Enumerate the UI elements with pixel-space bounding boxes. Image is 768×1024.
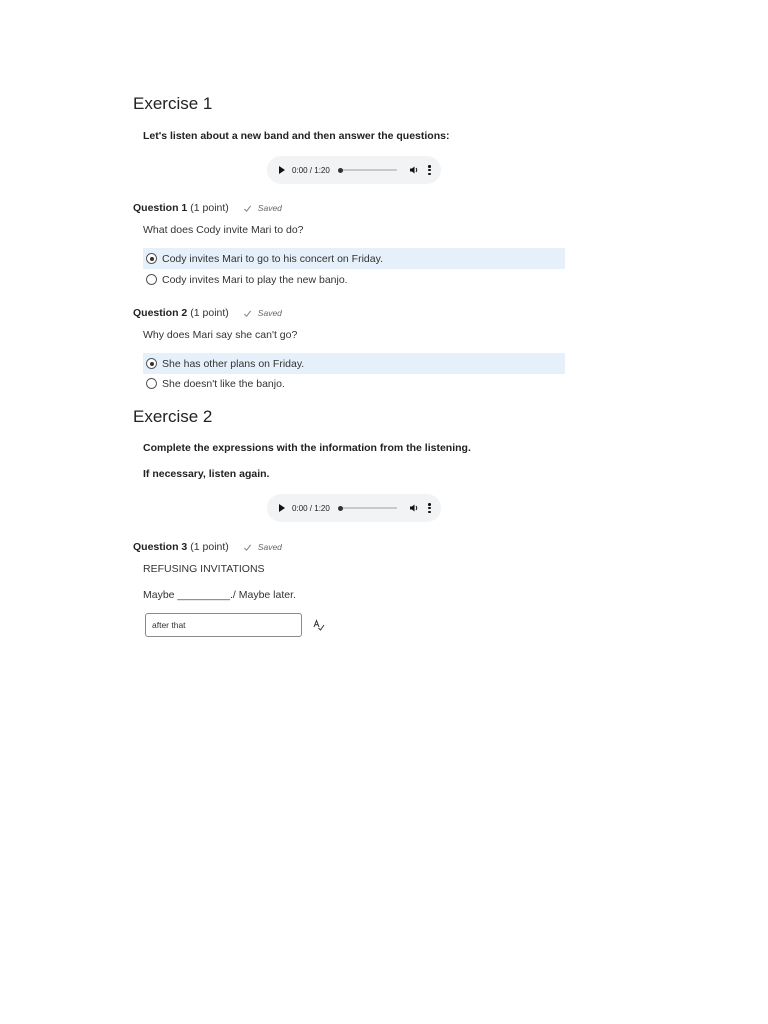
question-3-prompt: Maybe _________./ Maybe later. bbox=[143, 589, 296, 601]
saved-status: Saved bbox=[257, 203, 282, 213]
option-label: She has other plans on Friday. bbox=[162, 357, 305, 370]
question-2-header bbox=[133, 307, 282, 319]
check-icon bbox=[243, 204, 252, 213]
play-icon[interactable] bbox=[279, 504, 285, 512]
play-icon[interactable] bbox=[279, 166, 285, 174]
radio-button[interactable] bbox=[146, 378, 157, 389]
audio-player-2[interactable] bbox=[267, 494, 441, 522]
question-points: (1 point) bbox=[190, 541, 229, 553]
question-2-option-1[interactable] bbox=[143, 353, 565, 374]
option-label: Cody invites Mari to go to his concert on Friday. bbox=[162, 252, 383, 265]
progress-knob[interactable] bbox=[338, 506, 343, 511]
spellcheck-icon[interactable] bbox=[313, 619, 325, 631]
audio-progress-slider[interactable] bbox=[338, 507, 397, 509]
exercise-2-title: Exercise 2 bbox=[133, 407, 213, 426]
radio-button[interactable] bbox=[146, 274, 157, 285]
question-label: Question 3 bbox=[133, 541, 188, 553]
option-label: Cody invites Mari to play the new banjo. bbox=[162, 273, 348, 286]
question-points: (1 point) bbox=[190, 307, 229, 319]
question-points: (1 point) bbox=[190, 202, 229, 214]
exercise-2-instruction: Complete the expressions with the information from the listening. bbox=[143, 442, 471, 454]
question-3-header bbox=[133, 541, 282, 553]
progress-knob[interactable] bbox=[338, 168, 343, 173]
question-label: Question 2 bbox=[133, 307, 188, 319]
volume-icon[interactable] bbox=[409, 503, 419, 513]
question-3-text: REFUSING INVITATIONS bbox=[143, 563, 265, 575]
check-icon bbox=[243, 543, 252, 552]
audio-time: 0:00 / 1:20 bbox=[292, 503, 330, 513]
radio-button[interactable] bbox=[146, 358, 157, 369]
question-1-option-2[interactable] bbox=[143, 269, 565, 290]
saved-status: Saved bbox=[257, 542, 282, 552]
saved-status: Saved bbox=[257, 308, 282, 318]
audio-player-1[interactable] bbox=[267, 156, 441, 184]
radio-button[interactable] bbox=[146, 253, 157, 264]
exercise-1-title: Exercise 1 bbox=[133, 94, 213, 113]
exercise-2-instruction-2: If necessary, listen again. bbox=[143, 468, 270, 480]
audio-time: 0:00 / 1:20 bbox=[292, 165, 330, 175]
audio-progress-slider[interactable] bbox=[338, 169, 397, 171]
volume-icon[interactable] bbox=[409, 165, 419, 175]
question-2-text: Why does Mari say she can't go? bbox=[143, 329, 298, 341]
question-1-option-1[interactable] bbox=[143, 248, 565, 269]
question-label: Question 1 bbox=[133, 202, 188, 214]
more-vert-icon[interactable] bbox=[428, 165, 431, 175]
question-1-text: What does Cody invite Mari to do? bbox=[143, 224, 304, 236]
question-2-option-2[interactable] bbox=[143, 373, 565, 394]
exercise-1-instruction: Let's listen about a new band and then answer the questions: bbox=[143, 130, 450, 142]
question-1-header bbox=[133, 202, 282, 214]
option-label: She doesn't like the banjo. bbox=[162, 377, 285, 390]
answer-input[interactable] bbox=[145, 613, 302, 637]
check-icon bbox=[243, 309, 252, 318]
more-vert-icon[interactable] bbox=[428, 503, 431, 513]
